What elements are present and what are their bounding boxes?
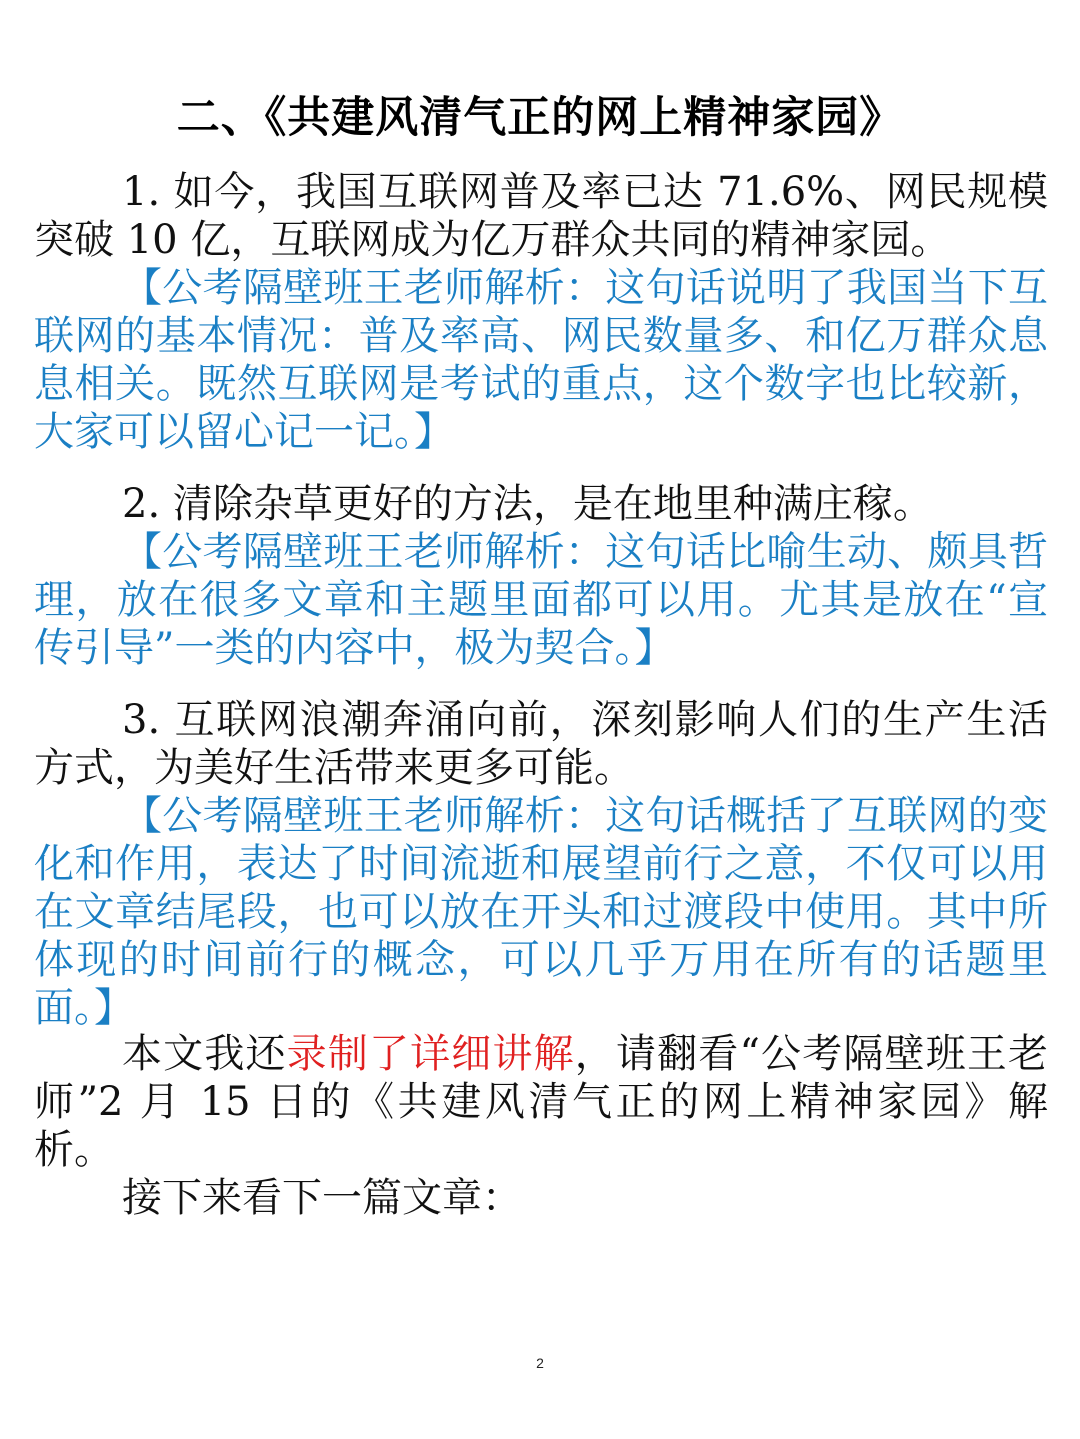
page-number: 2	[536, 1355, 544, 1371]
item-2-analysis: 【公考隔壁班王老师解析：这句话比喻生动、颇具哲理，放在很多文章和主题里面都可以用。尤其是放在“宣传引导”一类的内容中，极为契合。】	[34, 529, 1048, 671]
recording-note-highlight: 录制了详细讲解	[286, 1031, 575, 1077]
recording-note-prefix: 本文我还	[122, 1031, 287, 1077]
item-1-sentence: 1. 如今，我国互联网普及率已达 71.6%、网民规模突破 10 亿，互联网成为亿万群众共同的精神家园。	[34, 169, 1048, 263]
item-2-sentence: 2. 清除杂草更好的方法，是在地里种满庄稼。	[122, 481, 933, 527]
recording-note	[34, 1030, 1048, 1174]
recording-note-suffix: ，请翻看“公考隔壁班王老师”2 月 15 日的《共建风清气正的网上精神家园》解析。	[34, 1031, 1049, 1173]
page-title: 二、《共建风清气正的网上精神家园》	[176, 93, 904, 143]
item-3-sentence: 3. 互联网浪潮奔涌向前，深刻影响人们的生产生活方式，为美好生活带来更多可能。	[34, 697, 1048, 791]
next-article-line: 接下来看下一篇文章：	[122, 1175, 522, 1221]
item-3-analysis: 【公考隔壁班王老师解析：这句话概括了互联网的变化和作用，表达了时间流逝和展望前行之意，不仅可以用在文章结尾段，也可以放在开头和过渡段中使用。其中所体现的时间前行的概念，可以几乎万用在所有的话题里面。】	[34, 793, 1048, 1031]
item-1-analysis: 【公考隔壁班王老师解析：这句话说明了我国当下互联网的基本情况：普及率高、网民数量多、和亿万群众息息相关。既然互联网是考试的重点，这个数字也比较新，大家可以留心记一记。】	[34, 265, 1048, 455]
